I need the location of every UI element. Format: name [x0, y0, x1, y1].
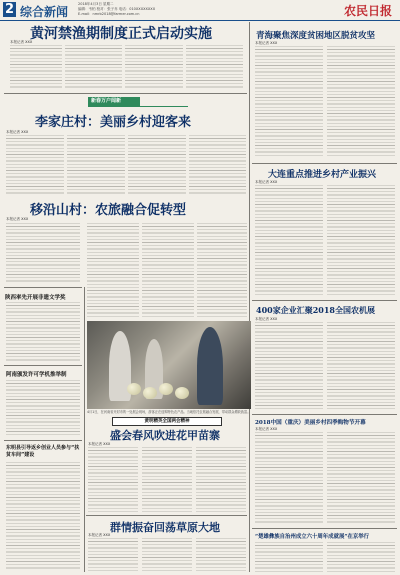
- side-column-divider: [84, 287, 85, 572]
- contact-line: E-mail：nmrb2018@farmer.com.cn: [78, 12, 140, 16]
- horizontal-divider: [4, 93, 247, 94]
- paper-name: 农民日报: [343, 4, 392, 18]
- bottom-right-col1: [255, 542, 323, 572]
- right-divider-4: [252, 528, 397, 529]
- side-article-3: [6, 462, 80, 570]
- qunqing-col2: [142, 538, 192, 572]
- fengzhu-col3: [196, 447, 246, 512]
- news-photo: [87, 321, 251, 409]
- side-headline-3: 东明县引导返乡创业人员参与“扶贫车间”建设: [6, 445, 80, 458]
- right-divider-3: [252, 414, 397, 415]
- chongqing-author: 本报记者 XXX: [255, 427, 278, 431]
- side-divider-1: [4, 287, 82, 288]
- divider-qunqing: [86, 515, 247, 516]
- dalian-col2: [327, 185, 395, 295]
- qunqing-col3: [196, 538, 246, 572]
- right-top-col1: [255, 46, 323, 156]
- side-headline-1: 陕西率先开展非遗文学奖: [5, 295, 66, 301]
- li-village-col2: [67, 135, 125, 195]
- fengzhu-col1: [88, 447, 138, 512]
- li-village-author: 本报记者 XXX: [6, 130, 29, 134]
- qunqing-headline: 群情振奋回荡草原大地: [110, 521, 220, 534]
- right-top-headline: 青海聚焦深度贫困地区脱贫攻坚: [256, 31, 376, 41]
- side-divider-2: [4, 365, 82, 366]
- li-village-col4: [189, 135, 246, 195]
- yanshan-col2: [87, 223, 139, 318]
- fengzhu-author: 本报记者 XXX: [88, 442, 111, 446]
- yanshan-col4: [197, 223, 247, 318]
- section-title: 综合新闻: [20, 5, 69, 19]
- yanshan-author: 本报记者 XXX: [6, 217, 29, 221]
- agri-expo-col1: [255, 322, 323, 410]
- yanshan-col3: [142, 223, 194, 318]
- fengzhu-col2: [142, 447, 192, 512]
- page-number: 2: [5, 2, 15, 17]
- chongqing-col2: [327, 432, 395, 524]
- banner-rule: [88, 106, 188, 107]
- li-village-col1: [6, 135, 64, 195]
- agri-expo-headline: 400家企业汇聚2018全国农机展: [256, 305, 375, 315]
- agri-expo-author: 本报记者 XXX: [255, 317, 278, 321]
- two-sessions-banner: 黄明精英全国两会精神: [112, 417, 222, 426]
- main-author: 本报记者 XXX: [10, 40, 33, 44]
- agri-expo-col2: [327, 322, 395, 410]
- main-headline: 黄河禁渔期制度正式启动实施: [30, 26, 212, 42]
- dalian-headline: 大连重点推进乡村产业振兴: [268, 170, 377, 180]
- dalian-author: 本报记者 XXX: [255, 180, 278, 184]
- yanshan-col1: [6, 223, 80, 283]
- side-divider-3: [4, 440, 82, 441]
- bottom-right-headline: “楚雄彝族自治州成立六十周年成就展”在京举行: [255, 534, 370, 540]
- photo-caption: 4月1日，在河南省开封市的一处展会现场，游客正在选购特色农产品。当地依托农旅融合发展，带动群众增收致富。: [87, 410, 251, 414]
- chongqing-col1: [255, 432, 323, 524]
- masthead-meta: [78, 2, 223, 17]
- yanshan-headline: 移沿山村：农旅融合促转型: [30, 203, 187, 218]
- bottom-right-col2: [327, 542, 395, 572]
- section-banner: 新春万户闻新: [88, 97, 140, 106]
- main-article-col3: [125, 45, 183, 90]
- dalian-col1: [255, 185, 323, 295]
- li-village-headline: 李家庄村：美丽乡村迎客来: [35, 115, 192, 130]
- right-top-col2: [327, 46, 395, 156]
- qunqing-author: 本报记者 XXX: [88, 533, 111, 537]
- date-line: 2018年4月3日 星期二: [78, 2, 114, 6]
- main-article-col4: [186, 45, 243, 90]
- main-article-col2: [65, 45, 122, 90]
- right-divider-1: [252, 163, 397, 164]
- editors-line: 编辑：韦柏 校对：张子乔 电话：010XXXXXXXX: [78, 7, 156, 11]
- main-article-col1: [10, 45, 62, 90]
- side-article-2: [6, 380, 80, 436]
- right-divider-2: [252, 300, 397, 301]
- li-village-col3: [128, 135, 186, 195]
- side-headline-2: 阿南颁发许可学机推举制: [6, 372, 67, 378]
- qunqing-col1: [88, 538, 138, 572]
- column-divider: [249, 22, 250, 572]
- chongqing-headline: 2018中国（重庆）美丽乡村四季购物节开幕: [255, 420, 366, 426]
- right-top-author: 本报记者 XXX: [255, 41, 278, 45]
- fengzhu-headline: 盛会春风吹进花甲苗寨: [110, 429, 220, 442]
- side-article-1: [6, 302, 80, 362]
